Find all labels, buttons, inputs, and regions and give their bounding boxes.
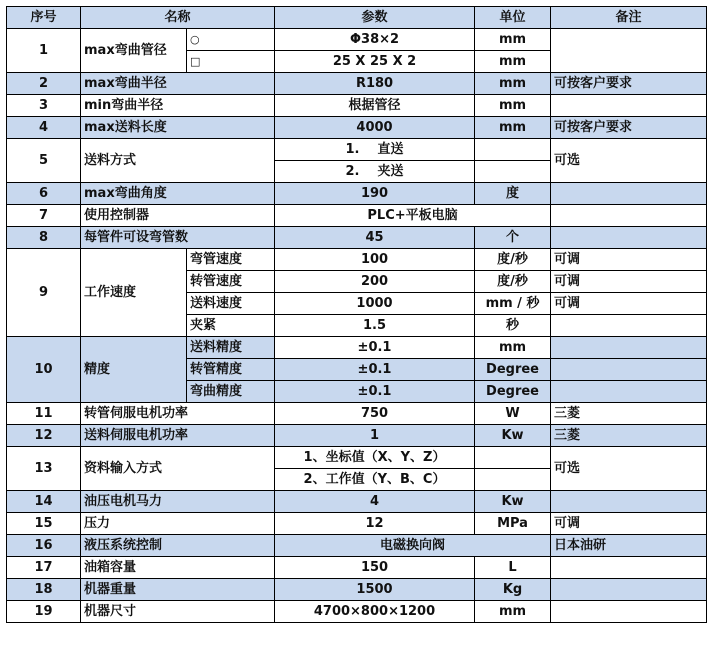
row-name: 油箱容量 (81, 557, 275, 579)
row-name: 精度 (81, 337, 187, 403)
table-row (7, 117, 707, 139)
table-row (7, 535, 707, 557)
row-unit: Kw (475, 425, 551, 447)
table-row (7, 513, 707, 535)
row-name: 机器重量 (81, 579, 275, 601)
header-unit: 单位 (475, 7, 551, 29)
sub-label: 弯管速度 (187, 249, 275, 271)
row-note (551, 557, 707, 579)
row-value: 1. 直送 (275, 139, 475, 161)
row-note: 可按客户要求 (551, 117, 707, 139)
table-row (7, 227, 707, 249)
spec-table (6, 6, 707, 623)
row-unit (475, 161, 551, 183)
row-name: max弯曲管径 (81, 29, 187, 73)
row-note (551, 315, 707, 337)
row-note (551, 183, 707, 205)
row-name: 压力 (81, 513, 275, 535)
row-no: 7 (7, 205, 81, 227)
row-unit: Kw (475, 491, 551, 513)
table-row (7, 447, 707, 469)
row-name: 使用控制器 (81, 205, 275, 227)
sub-label: 转管速度 (187, 271, 275, 293)
row-note: 可调 (551, 293, 707, 315)
row-no: 12 (7, 425, 81, 447)
table-row (7, 337, 707, 359)
row-value: 4700×800×1200 (275, 601, 475, 623)
header-param: 参数 (275, 7, 475, 29)
row-value: 根据管径 (275, 95, 475, 117)
row-no: 18 (7, 579, 81, 601)
row-unit: Degree (475, 359, 551, 381)
row-name: max送料长度 (81, 117, 275, 139)
row-unit: Kg (475, 579, 551, 601)
row-value: 45 (275, 227, 475, 249)
row-no: 3 (7, 95, 81, 117)
row-note (551, 359, 707, 381)
row-unit: 度/秒 (475, 271, 551, 293)
row-name: 转管伺服电机功率 (81, 403, 275, 425)
table-row (7, 95, 707, 117)
row-value: 1000 (275, 293, 475, 315)
header-no: 序号 (7, 7, 81, 29)
table-row (7, 73, 707, 95)
row-unit: mm (475, 95, 551, 117)
row-value: ±0.1 (275, 359, 475, 381)
row-name: 资料输入方式 (81, 447, 275, 491)
row-value: 1、坐标值（X、Y、Z） (275, 447, 475, 469)
row-unit: Degree (475, 381, 551, 403)
table-row (7, 557, 707, 579)
row-no: 11 (7, 403, 81, 425)
row-note (551, 337, 707, 359)
row-no: 10 (7, 337, 81, 403)
row-note: 可调 (551, 249, 707, 271)
row-value: 25 X 25 X 2 (275, 51, 475, 73)
row-value: 2、工作值（Y、B、C） (275, 469, 475, 491)
row-value: 2. 夹送 (275, 161, 475, 183)
square-symbol: □ (187, 51, 275, 73)
header-name: 名称 (81, 7, 275, 29)
row-name: min弯曲半径 (81, 95, 275, 117)
row-value: 1.5 (275, 315, 475, 337)
row-value: 750 (275, 403, 475, 425)
row-value: 100 (275, 249, 475, 271)
row-note (551, 205, 707, 227)
row-no: 4 (7, 117, 81, 139)
row-note: 三菱 (551, 425, 707, 447)
row-name: 液压系统控制 (81, 535, 275, 557)
row-unit (475, 447, 551, 469)
row-unit: mm (475, 337, 551, 359)
row-no: 14 (7, 491, 81, 513)
sub-label: 弯曲精度 (187, 381, 275, 403)
row-value: 200 (275, 271, 475, 293)
row-value: 190 (275, 183, 475, 205)
table-row (7, 579, 707, 601)
row-unit: mm (475, 73, 551, 95)
table-row (7, 183, 707, 205)
row-value: ±0.1 (275, 337, 475, 359)
row-value: 150 (275, 557, 475, 579)
round-symbol: ○ (187, 29, 275, 51)
row-unit: mm (475, 601, 551, 623)
row-name: 油压电机马力 (81, 491, 275, 513)
table-row (7, 403, 707, 425)
row-note: 日本油研 (551, 535, 707, 557)
row-note (551, 491, 707, 513)
row-name: 送料方式 (81, 139, 275, 183)
row-no: 2 (7, 73, 81, 95)
table-row (7, 205, 707, 227)
row-note: 可选 (551, 139, 707, 183)
row-note (551, 29, 707, 73)
row-unit: mm (475, 117, 551, 139)
row-no: 19 (7, 601, 81, 623)
row-value: Φ38×2 (275, 29, 475, 51)
row-note: 三菱 (551, 403, 707, 425)
sub-label: 夹紧 (187, 315, 275, 337)
row-value: 1 (275, 425, 475, 447)
row-name: 机器尺寸 (81, 601, 275, 623)
row-unit (475, 469, 551, 491)
row-no: 15 (7, 513, 81, 535)
row-value: ±0.1 (275, 381, 475, 403)
table-row (7, 425, 707, 447)
row-name: 每管件可设弯管数 (81, 227, 275, 249)
sub-label: 送料速度 (187, 293, 275, 315)
row-no: 8 (7, 227, 81, 249)
row-value: 4 (275, 491, 475, 513)
row-note (551, 227, 707, 249)
row-unit: mm / 秒 (475, 293, 551, 315)
row-no: 5 (7, 139, 81, 183)
row-unit: mm (475, 29, 551, 51)
header-note: 备注 (551, 7, 707, 29)
row-note: 可调 (551, 271, 707, 293)
table-row (7, 601, 707, 623)
row-unit: MPa (475, 513, 551, 535)
row-note: 可按客户要求 (551, 73, 707, 95)
row-no: 16 (7, 535, 81, 557)
row-name: max弯曲半径 (81, 73, 275, 95)
row-note: 可选 (551, 447, 707, 491)
row-note (551, 95, 707, 117)
sub-label: 转管精度 (187, 359, 275, 381)
row-no: 13 (7, 447, 81, 491)
row-unit: 度/秒 (475, 249, 551, 271)
row-value: 4000 (275, 117, 475, 139)
row-unit: W (475, 403, 551, 425)
row-note (551, 601, 707, 623)
table-row (7, 139, 707, 161)
table-row (7, 491, 707, 513)
row-unit (475, 139, 551, 161)
row-note (551, 579, 707, 601)
row-name: 工作速度 (81, 249, 187, 337)
row-value: 1500 (275, 579, 475, 601)
row-note: 可调 (551, 513, 707, 535)
table-row (7, 249, 707, 271)
row-value: 12 (275, 513, 475, 535)
row-name: max弯曲角度 (81, 183, 275, 205)
table-row (7, 29, 707, 51)
row-name: 送料伺服电机功率 (81, 425, 275, 447)
sub-label: 送料精度 (187, 337, 275, 359)
row-unit: L (475, 557, 551, 579)
row-no: 17 (7, 557, 81, 579)
row-value: 电磁换向阀 (275, 535, 551, 557)
header-row (7, 7, 707, 29)
row-value: PLC+平板电脑 (275, 205, 551, 227)
row-no: 1 (7, 29, 81, 73)
row-value: R180 (275, 73, 475, 95)
row-unit: 度 (475, 183, 551, 205)
row-unit: mm (475, 51, 551, 73)
row-unit: 秒 (475, 315, 551, 337)
row-unit: 个 (475, 227, 551, 249)
row-no: 6 (7, 183, 81, 205)
row-note (551, 381, 707, 403)
row-no: 9 (7, 249, 81, 337)
